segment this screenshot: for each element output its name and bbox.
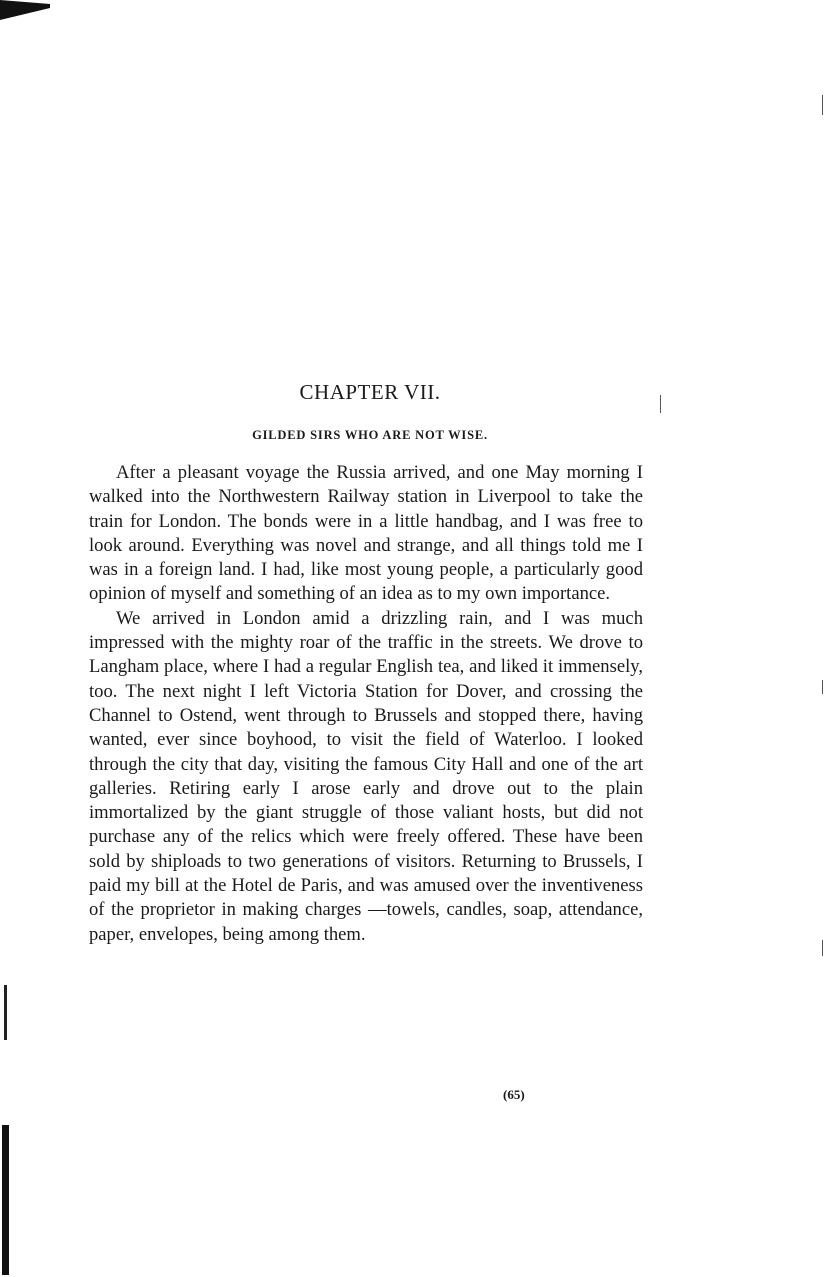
- scan-edge-tick: [822, 95, 823, 115]
- chapter-title: CHAPTER VII.: [299, 380, 441, 404]
- scan-corner-mark: [0, 0, 50, 22]
- scan-edge-tick: [822, 680, 823, 694]
- scan-edge-shadow: [2, 1125, 9, 1275]
- scan-edge-mark: [4, 985, 7, 1040]
- page-number: (65): [503, 1087, 525, 1102]
- scan-edge-tick: [822, 940, 823, 956]
- paragraph: After a pleasant voyage the Russia arrived, and one May morning I walked into the Northwestern Railway station in Liverpool to take the train for London. The bonds were in a little handbag, and I was free to look around. Everything was novel and strange, and all things told me I was in a foreign land. I had, like most young people, a particularly good opinion of myself and something of an idea as to my own importance.: [89, 462, 643, 605]
- chapter-body: [89, 461, 643, 947]
- chapter-subtitle: GILDED SIRS WHO ARE NOT WISE.: [252, 428, 488, 442]
- paragraph: We arrived in London amid a drizzling rain, and I was much impressed with the mighty roar of the traffic in the streets. We drove to Langham place, where I had a regular English tea, and liked it immensely, too. The next night I left Victoria Station for Dover, and crossing the Channel to Ostend, went through to Brussels and stopped there, having wanted, ever since boyhood, to visit the field of Waterloo. I looked through the city that day, visiting the famous City Hall and one of the art galleries. Retiring early I arose early and drove out to the plain immortalized by the giant struggle of those valiant hosts, but did not purchase any of the relics which were freely offered. These have been sold by shiploads to two generations of visitors. Returning to Brussels, I paid my bill at the Hotel de Paris, and was amused over the inventiveness of the proprietor in making charges —towels, candles, soap, attendance, paper, envelopes, being among them.: [89, 607, 643, 945]
